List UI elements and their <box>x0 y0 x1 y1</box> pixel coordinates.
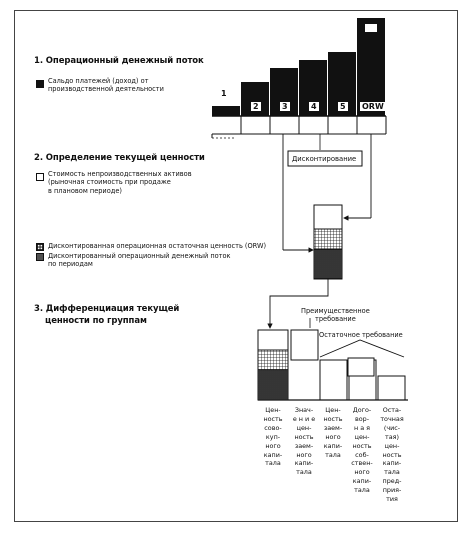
period-label-3: 3 <box>282 102 288 111</box>
col-equity-value: Дого- вор- н а я цен- ность соб- ствен- ного капи- тала <box>351 406 373 495</box>
bar-orw-marker <box>365 24 377 32</box>
total-value-top <box>258 330 288 350</box>
section1-title: 1. Операционный денежный поток <box>34 56 204 66</box>
legend-label-residual: Дисконтированная операционная остаточная ценность (ORW) <box>48 242 267 250</box>
bar-period-1 <box>212 106 240 116</box>
total-value-residual <box>258 350 288 370</box>
period-label-4: 4 <box>311 102 317 111</box>
residual-claim-label: Остаточное требование <box>319 331 403 339</box>
legend-label-cashflow: Сальдо платежей (доход) от производственной деятельности <box>48 77 164 94</box>
legend-label-discounted-cashflow: Дисконтированный операционный денежный поток по периодам <box>48 252 231 269</box>
residual-bracket <box>320 340 404 357</box>
section3-title: 3. Дифференциация текущей ценности по группам <box>34 304 180 326</box>
discount-label: Дисконтирование <box>292 155 357 163</box>
borrowed-capital-bar <box>320 360 347 400</box>
legend-label-nonoperating: Стоимость непроизводственных активов (рыночная стоимость при продаже в плановом периоде) <box>48 170 192 195</box>
col-borrowed-value: Цен- ность заем- ного капи- тала <box>323 406 343 459</box>
col-total-value: Цен- ность сово- куп- ного капи- тала <box>263 406 283 468</box>
pref-claim-label: Преимущественное требование <box>301 307 370 323</box>
period-label-1: 1 <box>221 89 227 98</box>
present-value-stack <box>314 205 342 279</box>
col-net-value: Оста- точная (чис- тая) цен- ность капи- тала пред- прия- тия <box>380 406 404 504</box>
col-debt-value: Знач- е н и е цен- ность заем- ного капи- тала <box>292 406 316 477</box>
section2-title: 2. Определение текущей ценности <box>34 153 205 163</box>
period-label-5: 5 <box>340 102 346 111</box>
group-value-bars <box>258 330 405 400</box>
period-label-orw: ORW <box>362 102 384 111</box>
net-value-bar <box>378 376 405 400</box>
period-label-2: 2 <box>253 102 259 111</box>
equity-top-box <box>348 358 374 376</box>
debt-value-bar <box>291 330 318 360</box>
timeline <box>212 116 386 138</box>
total-value-flows <box>258 370 288 400</box>
